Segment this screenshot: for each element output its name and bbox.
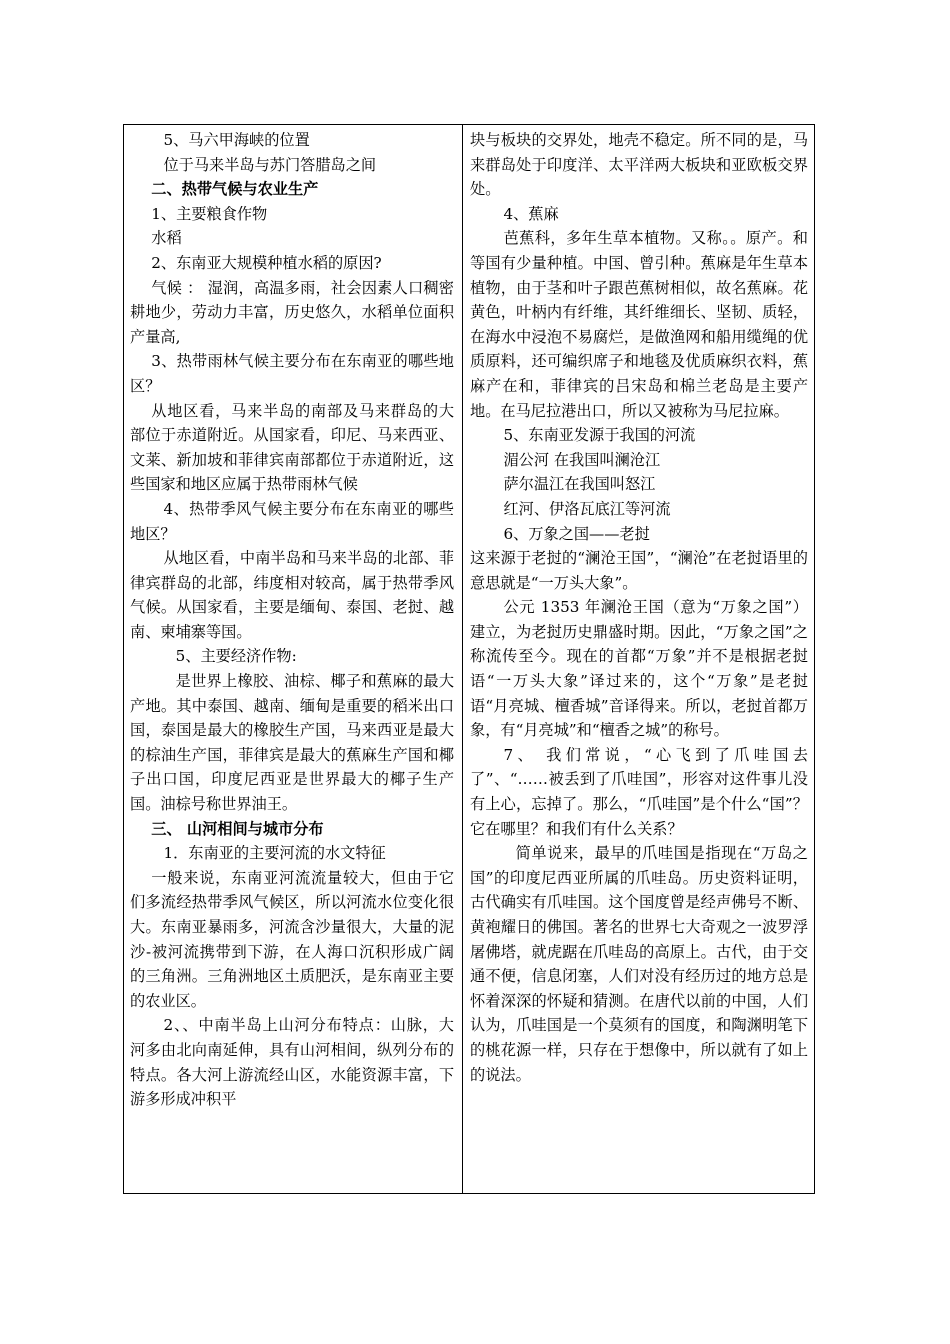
left-paragraph: 二、热带气候与农业生产	[151, 180, 319, 199]
left-paragraph: 4、热带季风气候主要分布在东南亚的哪些地区？	[130, 499, 454, 543]
right-paragraph: 公元 1353 年澜沧王国（意为“万象之国”）建立，为老挝历史鼎盛时期。因此，“万象之国”之称流传至今。现在的首都“万象”并不是根据老挝语“一万头大象”译过来的，这个“万象”是老挝语“月亮城、檀香城”音译得来。所以，老挝首都万象，有“月亮城”和“檀香之城”的称号。	[470, 598, 808, 740]
right-paragraph: 红河、伊洛瓦底江等河流	[503, 499, 671, 518]
left-paragraph: 5、马六甲海峡的位置	[163, 131, 310, 149]
left-paragraph: 3、热带雨林气候主要分布在东南亚的哪些地区？	[130, 352, 454, 395]
right-paragraph: 5、东南亚发源于我国的河流	[503, 426, 696, 445]
left-paragraph: 一般来说，东南亚河流流量较大，但由于它们多流经热带季风气候区，所以河流水位变化很大。东南亚暴雨多，河流含沙量很大，大量的泥沙-被河流携带到下游，在人海口沉积形成广阔的三角洲。三角洲地区土质肥沃，是东南亚主要的农业区。	[130, 868, 454, 1010]
right-column	[470, 128, 808, 1087]
right-paragraph: 简单说来，最早的爪哇国是指现在“万岛之国”的印度尼西亚所属的爪哇岛。历史资料证明，古代确实有爪哇国。这个国度曾是经声佛号不断、黄袍耀日的佛国。著名的世界七大奇观之一波罗浮屠佛塔，就虎踞在爪哇岛的高原上。古代，由于交通不便，信息闭塞，人们对没有经历过的地方总是怀着深深的怀疑和猜测。在唐代以前的中国，人们认为，爪哇国是一个莫须有的国度，和陶渊明笔下的桃花源一样，只存在于想像中，所以就有了如上的说法。	[470, 844, 808, 1084]
left-paragraph: 5、主要经济作物:	[175, 647, 297, 666]
left-paragraph: 三、 山河相间与城市分布	[151, 819, 324, 838]
left-paragraph: 水稻	[151, 229, 182, 248]
right-paragraph: 块与板块的交界处，地壳不稳定。所不同的是，马来群岛处于印度洋、太平洋两大板块和亚欧板交界处。	[470, 131, 808, 199]
left-paragraph: 1、主要粮食作物	[151, 204, 268, 223]
left-paragraph: 1．东南亚的主要河流的水文特征	[163, 844, 386, 863]
left-paragraph: 是世界上橡胶、油棕、椰子和蕉麻的最大产地。其中泰国、越南、缅甸是重要的稻米出口国，泰国是最大的橡胶生产国，马来西亚是最大的棕油生产国，菲律宾是最大的蕉麻生产国和椰子出口国，印度尼西亚是世界最大的椰子生产国。油棕号称世界油王。	[130, 672, 454, 814]
left-paragraph: 气候 ： 湿润，高温多雨，社会因素人口稠密耕地少，劳动力丰富，历史悠久，水稻单位面积产量高,	[130, 278, 454, 346]
left-paragraph: 从地区看，中南半岛和马来半岛的北部、菲律宾群岛的北部，纬度相对较高，属于热带季风气候。从国家看，主要是缅甸、泰国、老挝、越南、柬埔寨等国。	[130, 549, 454, 641]
right-paragraph: 7、 我们常说，“心飞到了爪哇国去了”、“……被丢到了爪哇国”，形容对这件事儿没有上心，忘掉了。那么，“爪哇国”是个什么“国”？它在哪里？和我们有什么关系？	[470, 745, 808, 838]
right-paragraph: 芭蕉科，多年生草本植物。又称。。原产。和等国有少量种植。中国、曾引种。蕉麻是年生草本植物，由于茎和叶子跟芭蕉树相似，故名蕉麻。花黄色，叶柄内有纤维，其纤维细长、坚韧、质轻，在海水中浸泡不易腐烂，是做渔网和船用缆绳的优质原料，还可编织席子和地毯及优质麻织衣料，蕉麻产在和，菲律宾的吕宋岛和棉兰老岛是主要产地。在马尼拉港出口，所以又被称为马尼拉麻。	[470, 229, 808, 420]
column-divider	[462, 124, 463, 1194]
right-paragraph: 湄公河 在我国叫澜沧江	[503, 450, 661, 469]
right-paragraph: 这来源于老挝的“澜沧王国”，“澜沧”在老挝语里的意思就是“一万头大象”。	[470, 549, 808, 592]
left-paragraph: 位于马来半岛与苏门答腊岛之间	[163, 155, 377, 174]
right-paragraph: 4、蕉麻	[503, 204, 559, 223]
left-paragraph: 从地区看，马来半岛的南部及马来群岛的大部位于赤道附近。从国家看，印尼、马来西亚、文莱、新加坡和菲律宾南部都位于赤道附近，这些国家和地区应属于热带雨林气候	[130, 401, 454, 494]
left-paragraph: 2、、中南半岛上山河分布特点：山脉，大河多由北向南延伸，具有山河相间，纵列分布的特点。各大河上游流经山区，水能资源丰富，下游多形成冲积平	[130, 1016, 454, 1109]
right-paragraph: 6、万象之国——老挝	[503, 524, 650, 543]
left-column	[130, 128, 454, 1112]
right-paragraph: 萨尔温江在我国叫怒江	[503, 475, 656, 494]
left-paragraph: 2、东南亚大规模种植水稻的原因?	[151, 253, 382, 272]
